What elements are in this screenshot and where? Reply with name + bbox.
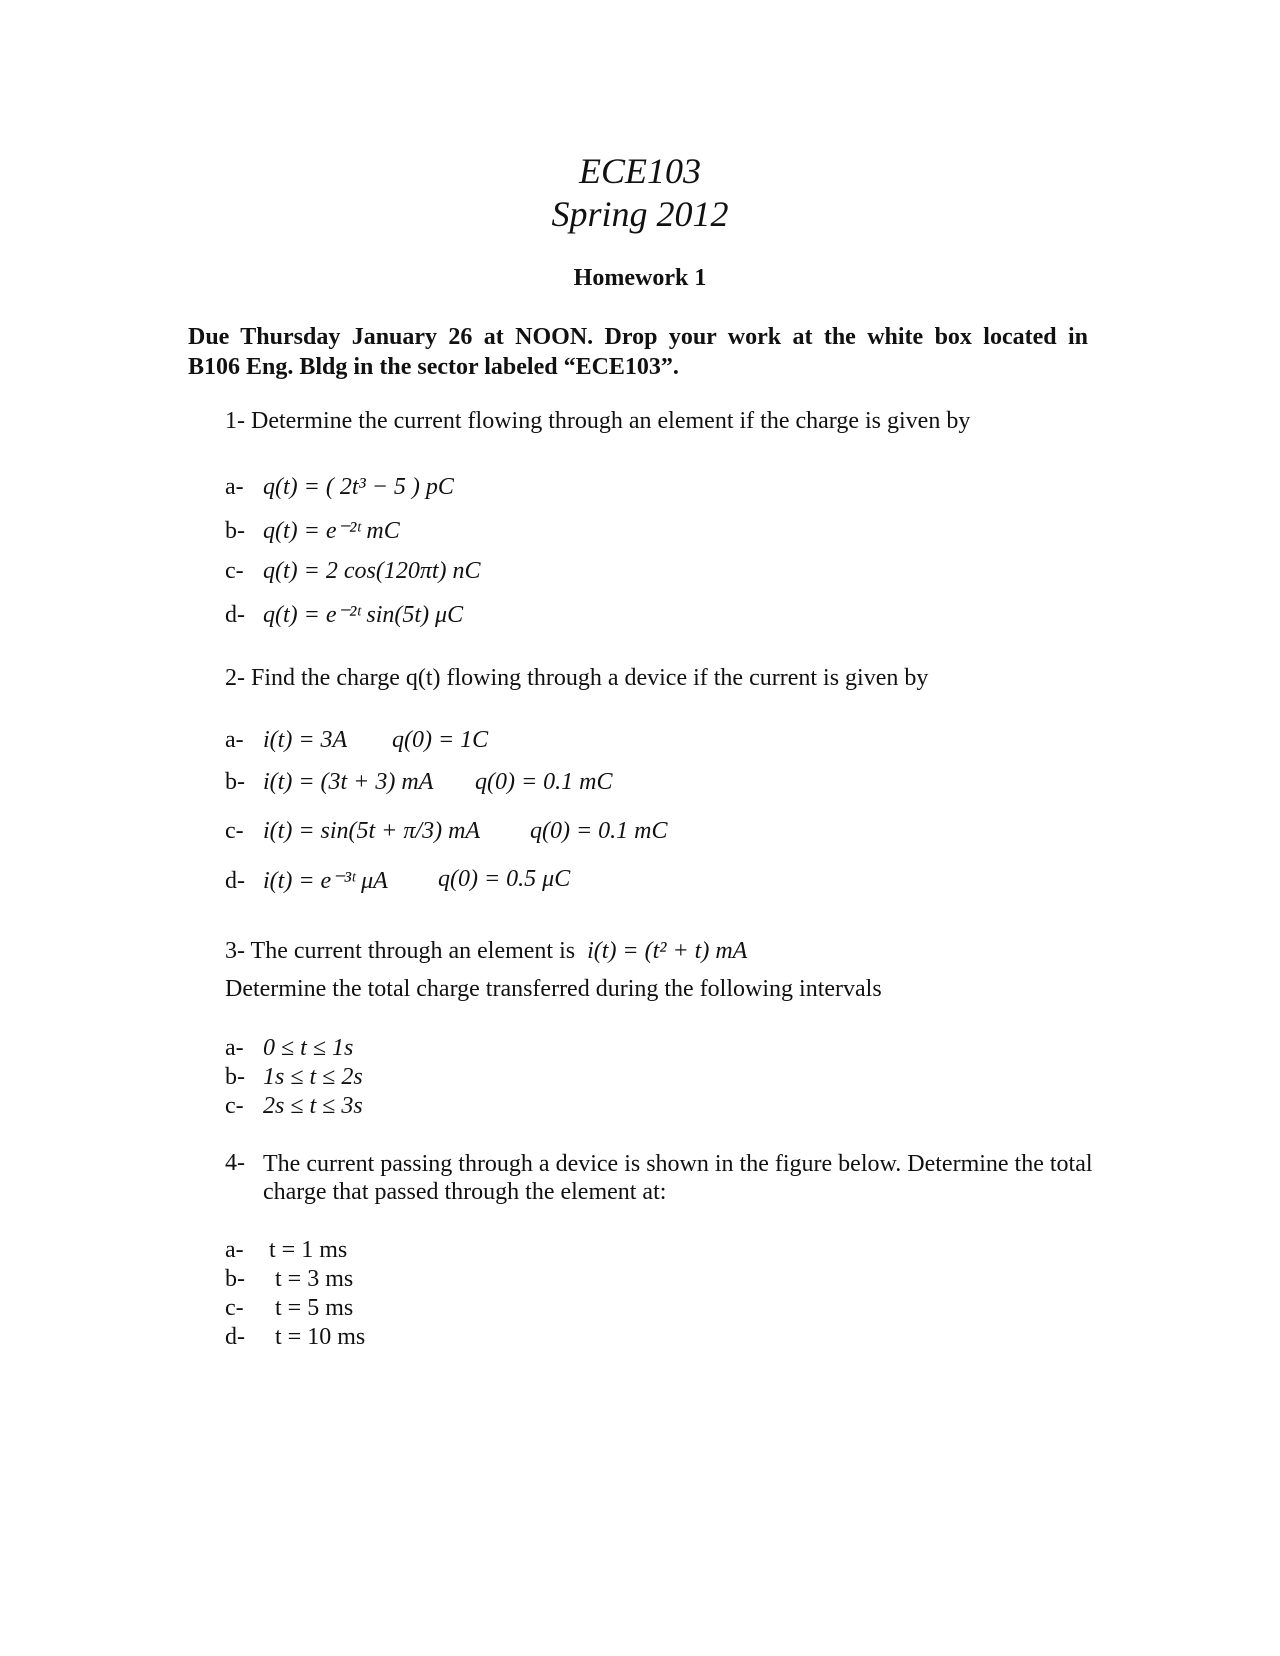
item-label: d- [225, 868, 245, 894]
course-title: ECE103 [579, 151, 701, 191]
q4-item-b [225, 1266, 353, 1293]
q4-item-a [225, 1237, 347, 1264]
q2-item-b [225, 769, 433, 796]
q4-item-c [225, 1295, 353, 1322]
item-label: b- [225, 1266, 245, 1292]
q1-item-b [225, 516, 400, 545]
q2-item-c-initial: q(0) = 0.1 mC [530, 818, 668, 844]
item-label: c- [225, 1295, 244, 1321]
item-value: t = 1 ms [269, 1237, 348, 1263]
item-label: a- [225, 474, 244, 500]
due-line-1: Due Thursday January 26 at NOON. Drop your work at the white box located in [188, 324, 1088, 350]
item-value: t = 10 ms [275, 1324, 366, 1350]
item-expression: q(t) = 2 cos(120πt) nC [263, 558, 481, 584]
item-value: t = 3 ms [275, 1266, 354, 1292]
item-expression: i(t) = 3A [263, 727, 348, 753]
homework-title: Homework 1 [573, 265, 707, 291]
q2-item-a-initial: q(0) = 1C [392, 727, 489, 753]
item-label: b- [225, 769, 245, 795]
due-notice [188, 322, 1088, 382]
question-4-number: 4- [225, 1150, 245, 1176]
question-2-prompt: 2- Find the charge q(t) flowing through a device if the current is given by [225, 665, 929, 691]
item-expression: i(t) = sin(5t + π/3) mA [263, 818, 481, 844]
q2-item-a [225, 727, 347, 754]
item-label: c- [225, 558, 244, 584]
q3-item-c [225, 1093, 363, 1120]
question-1-prompt: 1- Determine the current flowing through an element if the charge is given by [225, 408, 971, 434]
term-title: Spring 2012 [551, 194, 729, 234]
question-3-subprompt: Determine the total charge transferred during the following intervals [225, 976, 882, 1002]
item-label: d- [225, 602, 245, 628]
item-label: d- [225, 1324, 245, 1350]
item-expression: 2s ≤ t ≤ 3s [263, 1093, 363, 1119]
question-3-text: 3- The current through an element is [225, 938, 576, 964]
q1-item-a [225, 474, 454, 501]
item-value: t = 5 ms [275, 1295, 354, 1321]
item-expression: i(t) = (3t + 3) mA [263, 769, 434, 795]
item-label: b- [225, 1064, 245, 1090]
item-expression: q(t) = e⁻²ᵗ sin(5t) μC [263, 602, 464, 628]
q2-item-c [225, 818, 480, 845]
item-label: c- [225, 818, 244, 844]
q3-item-a [225, 1035, 353, 1062]
q1-item-d [225, 600, 463, 629]
question-4-prompt: The current passing through a device is shown in the figure below. Determine the total charge that passed through the element at: [263, 1151, 1093, 1205]
item-label: a- [225, 1035, 244, 1061]
q3-item-b [225, 1064, 363, 1091]
q2-item-d [225, 866, 388, 895]
item-label: c- [225, 1093, 244, 1119]
due-line-2: B106 Eng. Bldg in the sector labeled “ECE103”. [188, 354, 679, 380]
item-expression: q(t) = ( 2t³ − 5 ) pC [263, 474, 454, 500]
item-label: a- [225, 1237, 244, 1263]
item-label: b- [225, 518, 245, 544]
question-3-expression: i(t) = (t² + t) mA [587, 938, 748, 964]
q1-item-c [225, 558, 481, 585]
q2-item-b-initial: q(0) = 0.1 mC [475, 769, 613, 795]
q4-item-d [225, 1324, 365, 1351]
item-expression: q(t) = e⁻²ᵗ mC [263, 518, 400, 544]
item-expression: i(t) = e⁻³ᵗ μA [263, 868, 388, 894]
q2-item-d-initial: q(0) = 0.5 μC [438, 866, 571, 892]
item-expression: 1s ≤ t ≤ 2s [263, 1064, 363, 1090]
item-expression: 0 ≤ t ≤ 1s [263, 1035, 354, 1061]
item-label: a- [225, 727, 244, 753]
question-3-prompt [225, 938, 747, 965]
